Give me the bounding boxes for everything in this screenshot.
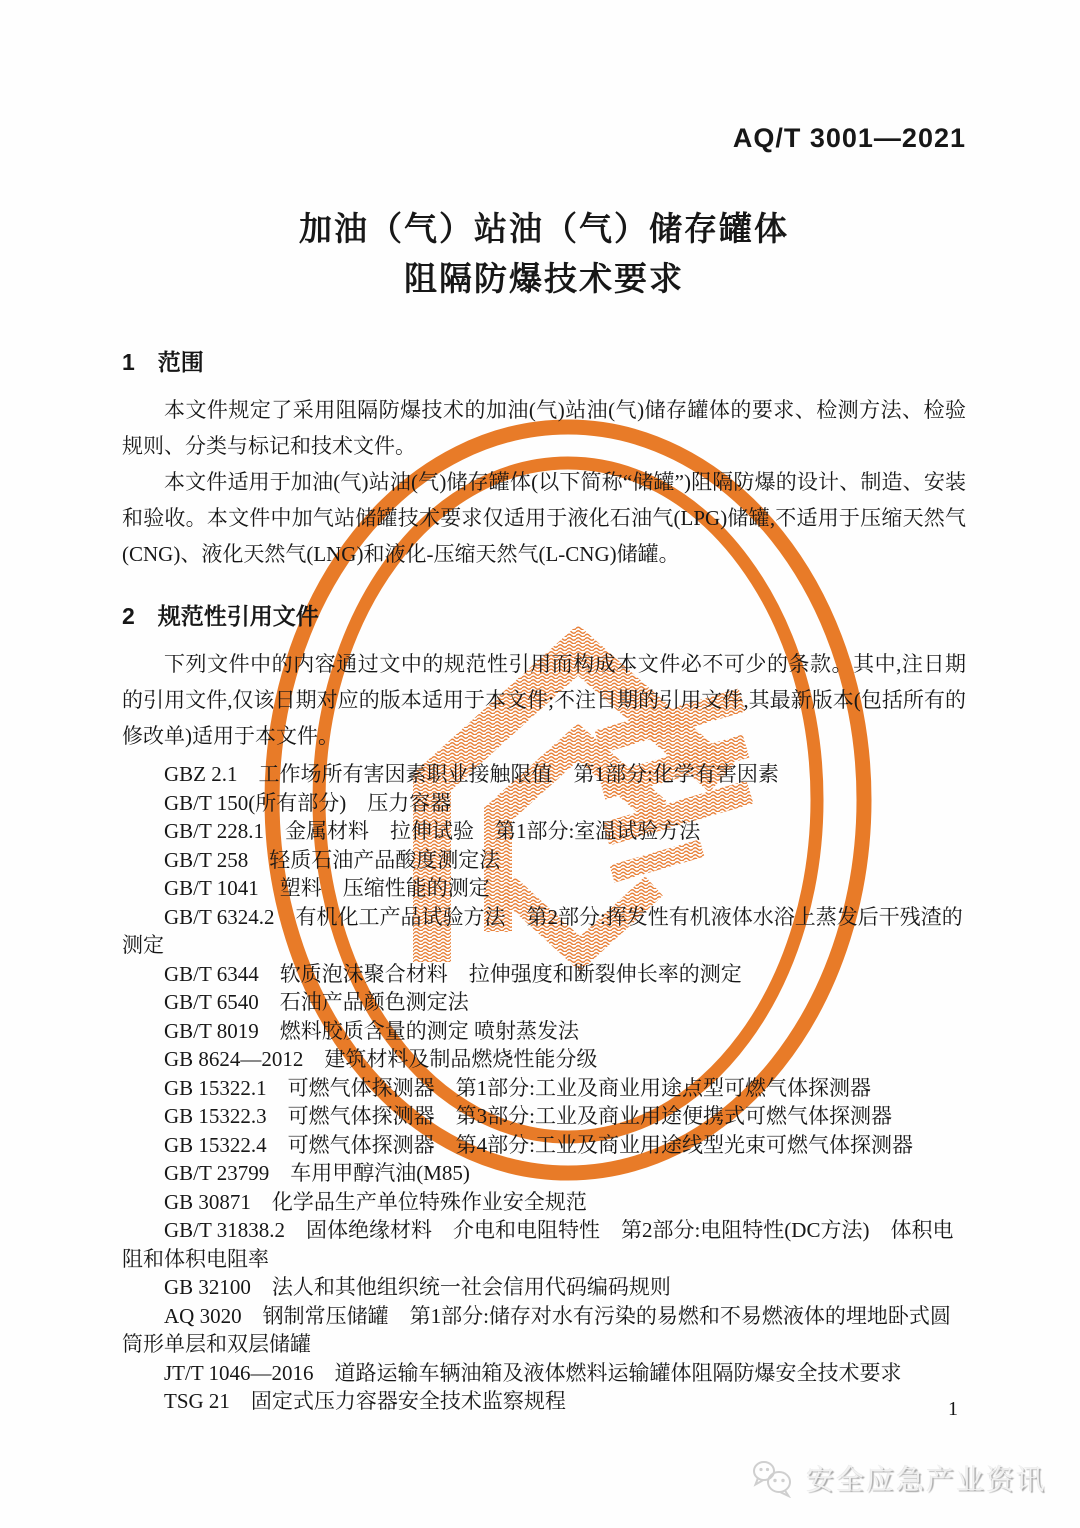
section-1-paragraph-1: 本文件规定了采用阻隔防爆技术的加油(气)站油(气)储存罐体的要求、检测方法、检验规则、分类与标记和技术文件。 xyxy=(122,398,966,458)
section-2-intro: 下列文件中的内容通过文中的规范性引用而构成本文件必不可少的条款。其中,注日期的引用文件,仅该日期对应的版本适用于本文件;不注日期的引用文件,其最新版本(包括所有的修改单)适用于本文件。 xyxy=(122,652,966,748)
reference-item: TSG 21 固定式压力容器安全技术监察规程 xyxy=(164,1389,566,1413)
reference-item: GB/T 150(所有部分) 压力容器 xyxy=(164,790,452,815)
reference-item: GB 15322.3 可燃气体探测器 第3部分:工业及商业用途便携式可燃气体探测器 xyxy=(164,1104,893,1128)
document-title-line2: 阻隔防爆技术要求 xyxy=(404,260,684,297)
reference-item: GB/T 1041 塑料 压缩性能的测定 xyxy=(164,876,490,900)
section-1-paragraph-2: 本文件适用于加油(气)站油(气)储存罐体(以下简称“储罐”)阻隔防爆的设计、制造、安装和验收。本文件中加气站储罐技术要求仅适用于液化石油气(LPG)储罐,不适用于压缩天然气(CNG)、液化天然气(LNG)和液化-压缩天然气(L-CNG)储罐。 xyxy=(122,470,966,566)
reference-item: GB/T 6540 石油产品颜色测定法 xyxy=(164,990,469,1014)
reference-item: JT/T 1046—2016 道路运输车辆油箱及液体燃料运输罐体阻隔防爆安全技术要求 xyxy=(164,1360,902,1385)
page-number: 1 xyxy=(948,1398,958,1420)
reference-item: GB 32100 法人和其他组织统一社会信用代码编码规则 xyxy=(164,1275,671,1299)
reference-item: GB 8624—2012 建筑材料及制品燃烧性能分级 xyxy=(164,1047,598,1071)
reference-item: GB 15322.4 可燃气体探测器 第4部分:工业及商业用途线型光束可燃气体探测器 xyxy=(164,1132,914,1157)
reference-item: GB/T 6324.2 有机化工产品试验方法 第2部分:挥发性有机液体水浴上蒸发后干残渣的测定 xyxy=(122,904,963,957)
standard-number: AQ/T 3001—2021 xyxy=(732,123,966,153)
reference-item: AQ 3020 钢制常压储罐 第1部分:储存对水有污染的易燃和不易燃液体的埋地卧式圆筒形单层和双层储罐 xyxy=(122,1303,951,1356)
reference-item: GB 30871 化学品生产单位特殊作业安全规范 xyxy=(164,1189,587,1214)
brand-footer-text: 安全应急产业资讯 xyxy=(805,1464,1046,1495)
document-title xyxy=(122,204,966,304)
brand-footer xyxy=(750,1458,1046,1498)
document-title-line1: 加油（气）站油（气）储存罐体 xyxy=(299,210,789,247)
reference-item: GB/T 8019 燃料胶质含量的测定 喷射蒸发法 xyxy=(164,1018,579,1043)
section-1-heading: 1 范围 xyxy=(122,349,204,375)
reference-item: GB 15322.1 可燃气体探测器 第1部分:工业及商业用途点型可燃气体探测器 xyxy=(164,1075,872,1100)
wechat-icon xyxy=(750,1458,796,1498)
reference-item: GBZ 2.1 工作场所有害因素职业接触限值 第1部分:化学有害因素 xyxy=(164,762,779,786)
page-content xyxy=(0,122,1080,1416)
section-2-heading: 2 规范性引用文件 xyxy=(122,603,319,629)
references-list xyxy=(122,760,966,1416)
reference-item: GB/T 31838.2 固体绝缘材料 介电和电阻特性 第2部分:电阻特性(DC方法) 体积电阻和体积电阻率 xyxy=(122,1218,954,1271)
reference-item: GB/T 258 轻质石油产品酸度测定法 xyxy=(164,847,501,872)
reference-item: GB/T 6344 软质泡沫聚合材料 拉伸强度和断裂伸长率的测定 xyxy=(164,961,742,986)
reference-item: GB/T 23799 车用甲醇汽油(M85) xyxy=(164,1161,470,1185)
reference-item: GB/T 228.1 金属材料 拉伸试验 第1部分:室温试验方法 xyxy=(164,819,701,843)
